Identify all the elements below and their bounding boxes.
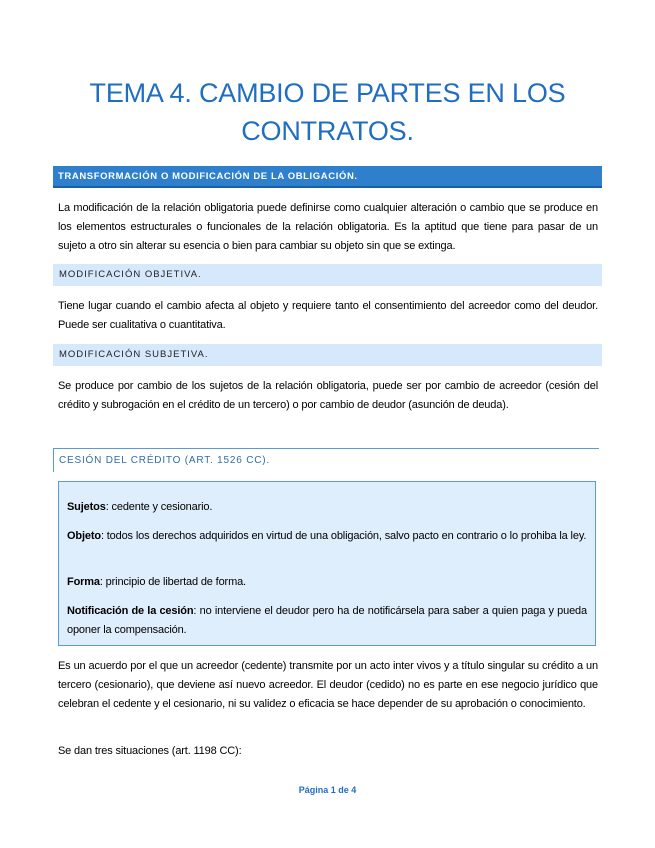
box-item-objeto — [67, 527, 587, 546]
box-item-text: : no interviene el deudor pero ha de notificársela para saber a quien paga y pueda oponer la compensación. — [67, 605, 587, 636]
paragraph-subjetiva: Se produce por cambio de los sujetos de la relación obligatoria, puede ser por cambio de acreedor (cesión del crédito y subrogación en el crédito de un tercero) o por cambio de deudor (asunción de deuda). — [58, 380, 598, 411]
section-heading-subjetiva — [53, 344, 602, 366]
section-heading-label: MODIFICACIÓN SUBJETIVA. — [59, 349, 209, 360]
box-item-label: Sujetos — [67, 501, 106, 513]
cesion-summary-box — [58, 481, 596, 646]
box-item-label: Objeto — [67, 530, 101, 542]
page-number: Página 1 de 4 — [298, 785, 357, 795]
section-heading-transformacion — [53, 166, 602, 188]
box-item-text: : principio de libertad de forma. — [99, 576, 246, 588]
document-title — [60, 74, 595, 150]
box-item-sujetos — [67, 498, 587, 517]
paragraph-objetiva: Tiene lugar cuando el cambio afecta al objeto y requiere tanto el consentimiento del acreedor como del deudor. Puede ser cualitativa o cuantitativa. — [58, 300, 598, 331]
box-item-forma — [67, 573, 587, 592]
paragraph-transformacion: La modificación de la relación obligatoria puede definirse como cualquier alteración o cambio que se produce en los elementos estructurales o funcionales de la relación obligatoria. Es la aptitud que tiene para pasar de un sujeto a otro sin alterar su esencia o bien para cambiar su objeto sin que se extinga. — [58, 202, 598, 252]
title-line-1: TEMA 4. CAMBIO DE PARTES EN LOS — [89, 78, 566, 108]
section-heading-objetiva — [53, 264, 602, 286]
box-item-notificacion — [67, 602, 587, 640]
paragraph-cesion: Es un acuerdo por el que un acreedor (cedente) transmite por un acto inter vivos y a título singular su crédito a un tercero (cesionario), que deviene así nuevo acreedor. El deudor (cedido) no es parte en ese negocio jurídico que celebran el cedente y el cesionario, ni su validez o eficacia se hace depender de su aprobación o conocimiento. — [58, 660, 598, 710]
section-heading-label: CESIÓN DEL CRÉDITO (ART. 1526 CC). — [59, 455, 270, 466]
section-heading-cesion — [53, 448, 599, 472]
paragraph-situaciones: Se dan tres situaciones (art. 1198 CC): — [58, 745, 242, 757]
box-item-label: Notificación de la cesión — [67, 605, 194, 617]
section-heading-label: MODIFICACIÓN OBJETIVA. — [59, 269, 202, 280]
section-heading-label: TRANSFORMACIÓN O MODIFICACIÓN DE LA OBLIGACIÓN. — [58, 171, 358, 182]
box-item-label: Forma — [67, 576, 100, 588]
box-item-text: : cedente y cesionario. — [105, 501, 213, 513]
box-item-text: : todos los derechos adquiridos en virtud de una obligación, salvo pacto en contrario o lo prohiba la ley. — [100, 530, 587, 542]
title-line-2: CONTRATOS. — [241, 116, 414, 146]
